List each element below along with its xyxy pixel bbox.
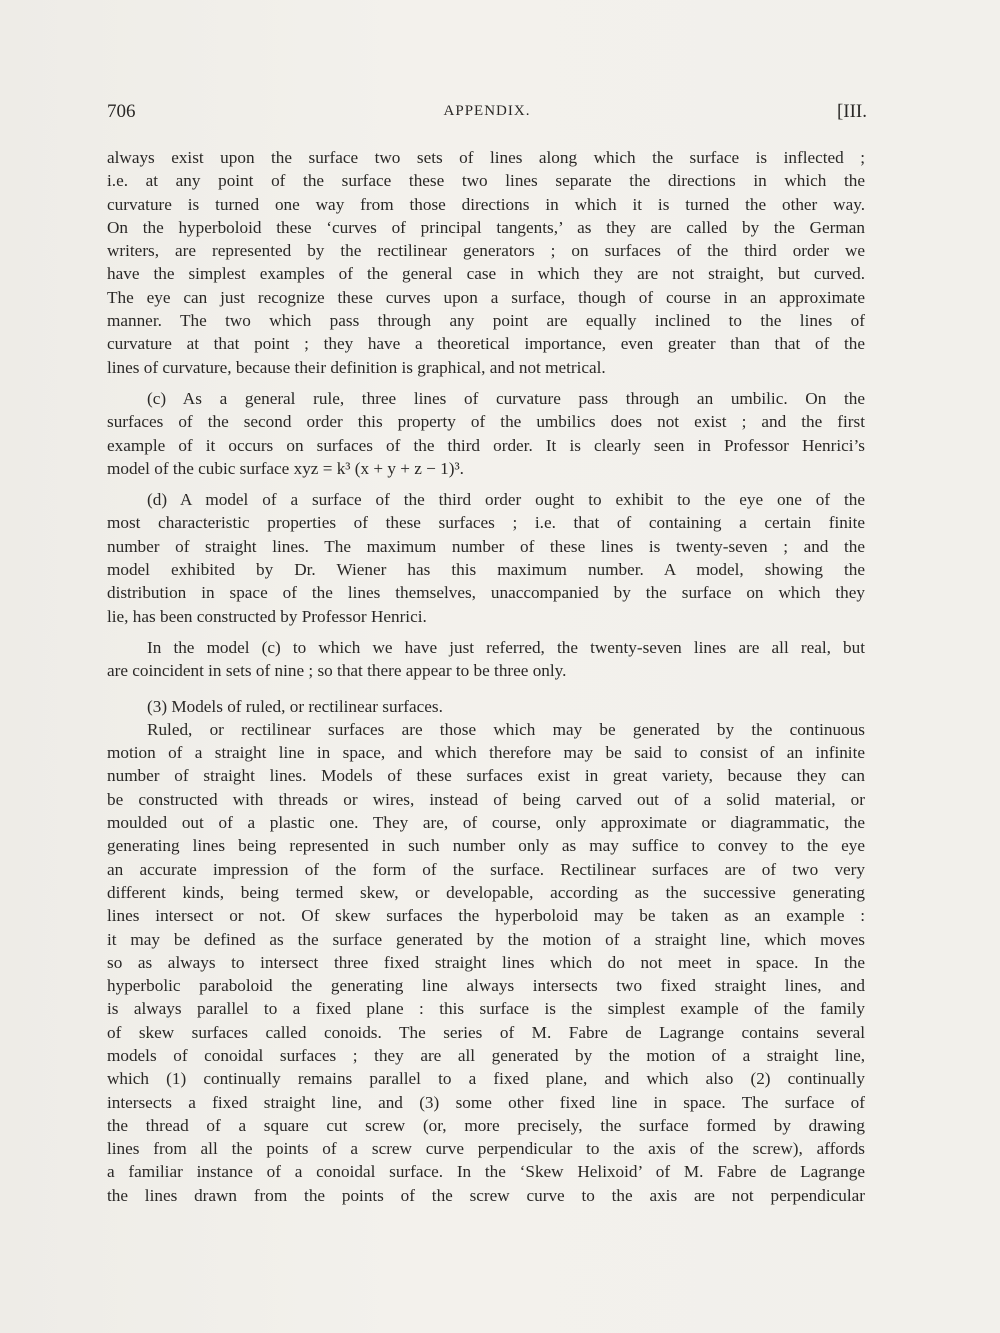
paragraph	[107, 387, 865, 480]
text-line: the thread of a square cut screw (or, more precisely, the surface formed by drawing	[107, 1115, 865, 1135]
body-text	[107, 146, 865, 1207]
text-line: manner. The two which pass through any point are equally inclined to the lines of	[107, 311, 865, 331]
text-line: On the hyperboloid these ‘curves of principal tangents,’ as they are called by the German	[107, 217, 865, 237]
text-line: model of the cubic surface xyz = k³ (x + y + z − 1)³.	[107, 458, 464, 478]
text-line: example of it occurs on surfaces of the third order. It is clearly seen in Professor Henrici’s	[107, 435, 865, 455]
text-line: are coincident in sets of nine ; so that there appear to be three only.	[107, 661, 567, 681]
section-mark: [III.	[836, 101, 867, 122]
text-line: (3) Models of ruled, or rectilinear surfaces.	[147, 696, 443, 716]
text-line: intersects a fixed straight line, and (3) some other fixed line in space. The surface of	[107, 1092, 865, 1112]
paragraph	[107, 718, 865, 1207]
text-line: Ruled, or rectilinear surfaces are those which may be generated by the continuous	[147, 719, 865, 739]
text-line: is always parallel to a fixed plane : this surface is the simplest example of the family	[107, 999, 865, 1019]
page-number: 706	[107, 101, 136, 122]
text-line: which (1) continually remains parallel to a fixed plane, and which also (2) continually	[107, 1069, 865, 1089]
text-line: (c) As a general rule, three lines of curvature pass through an umbilic. On the	[147, 388, 865, 408]
text-line: lines of curvature, because their definition is graphical, and not metrical.	[107, 357, 606, 377]
text-line: lie, has been constructed by Professor Henrici.	[107, 606, 427, 626]
running-head	[107, 101, 867, 131]
text-line: motion of a straight line in space, and which therefore may be said to consist of an infinite	[107, 743, 865, 763]
text-line: writers, are represented by the rectilinear generators ; on surfaces of the third order we	[107, 241, 865, 261]
text-line: moulded out of a plastic one. They are, of course, only approximate or diagrammatic, the	[107, 813, 865, 833]
text-line: surfaces of the second order this property of the umbilics does not exist ; and the first	[107, 412, 865, 432]
text-line: model exhibited by Dr. Wiener has this maximum number. A model, showing the	[107, 560, 865, 580]
text-line: different kinds, being termed skew, or developable, according as the successive generating	[107, 882, 865, 902]
text-line: it may be defined as the surface generated by the motion of a straight line, which moves	[107, 929, 865, 949]
text-line: curvature at that point ; they have a theoretical importance, even greater than that of the	[107, 334, 865, 354]
text-line: curvature is turned one way from those directions in which it is turned the other way.	[107, 194, 865, 214]
text-line: number of straight lines. Models of these surfaces exist in great variety, because they can	[107, 766, 865, 786]
paragraph	[107, 488, 865, 628]
text-line: be constructed with threads or wires, instead of being carved out of a solid material, or	[107, 789, 865, 809]
text-line: an accurate impression of the form of the surface. Rectilinear surfaces are of two very	[107, 859, 865, 879]
text-line: The eye can just recognize these curves upon a surface, though of course in an approximate	[107, 287, 865, 307]
text-line: number of straight lines. The maximum number of these lines is twenty-seven ; and the	[107, 536, 865, 556]
text-line: models of conoidal surfaces ; they are all generated by the motion of a straight line,	[107, 1045, 865, 1065]
text-line: generating lines being represented in such number only as may suffice to convey to the eye	[107, 836, 865, 856]
text-line: most characteristic properties of these surfaces ; i.e. that of containing a certain finite	[107, 513, 865, 533]
section-heading	[107, 695, 865, 718]
text-line: (d) A model of a surface of the third order ought to exhibit to the eye one of the	[147, 490, 865, 510]
text-line: lines from all the points of a screw curve perpendicular to the axis of the screw), affords	[107, 1139, 865, 1159]
text-line: the lines drawn from the points of the screw curve to the axis are not perpendicular	[107, 1185, 865, 1205]
text-line: a familiar instance of a conoidal surface. In the ‘Skew Helixoid’ of M. Fabre de Lagrange	[107, 1162, 865, 1182]
text-line: always exist upon the surface two sets of lines along which the surface is inflected ;	[107, 148, 865, 167]
paragraph	[107, 636, 865, 683]
text-line: distribution in space of the lines themselves, unaccompanied by the surface on which they	[107, 583, 865, 603]
running-title: APPENDIX.	[443, 103, 531, 119]
text-line: have the simplest examples of the general case in which they are not straight, but curved.	[107, 264, 865, 284]
paragraph	[107, 146, 865, 379]
text-line: lines intersect or not. Of skew surfaces the hyperboloid may be taken as an example :	[107, 906, 865, 926]
text-line: of skew surfaces called conoids. The series of M. Fabre de Lagrange contains several	[107, 1022, 865, 1042]
text-line: so as always to intersect three fixed straight lines which do not meet in space. In the	[107, 952, 865, 972]
text-line: i.e. at any point of the surface these two lines separate the directions in which the	[107, 171, 865, 191]
text-line: In the model (c) to which we have just referred, the twenty-seven lines are all real, but	[147, 637, 865, 657]
text-line: hyperbolic paraboloid the generating line always intersects two fixed straight lines, and	[107, 976, 865, 996]
